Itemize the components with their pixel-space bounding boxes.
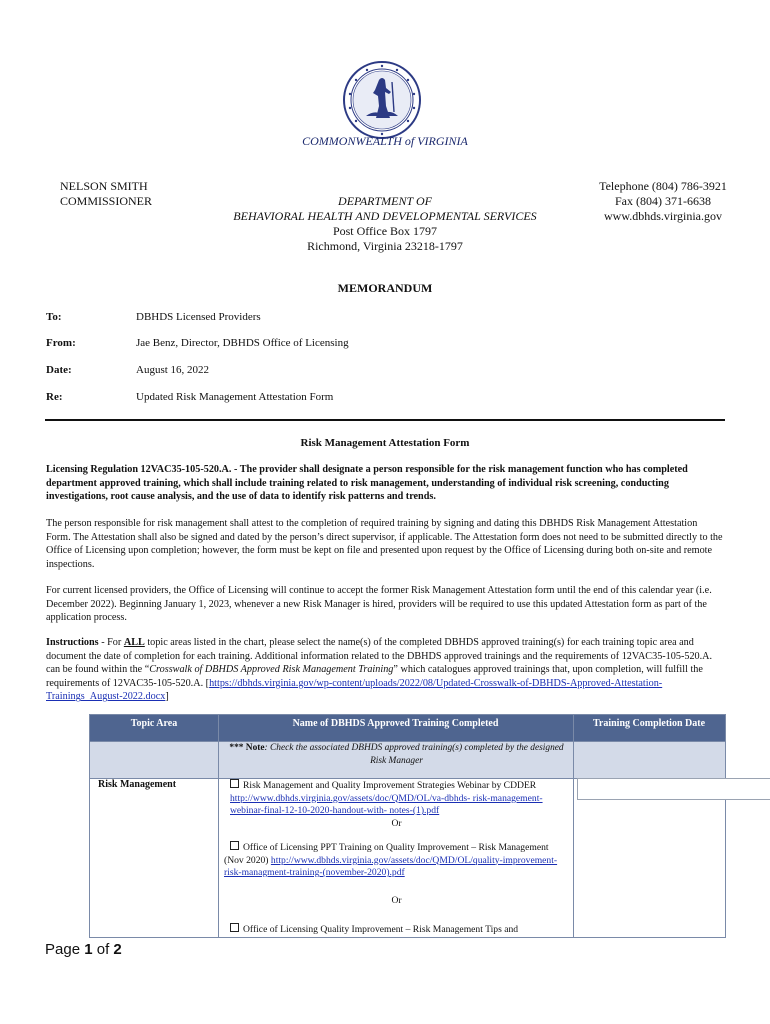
note-cell [224, 742, 569, 768]
option-2-text: Office of Licensing PPT Training on Quality Improvement – Risk Management (Nov 2020) [224, 842, 549, 866]
memo-to-label: To: [46, 311, 62, 323]
option-1-link[interactable]: http://www.dbhds.virginia.gov/assets/doc/QMD/OL/va-dbhds- risk-management-webinar-final-12-10-2020-handout-with- notes-(1).pdf [230, 792, 543, 816]
department-line-2: BEHAVIORAL HEALTH AND DEVELOPMENTAL SERVICES [233, 209, 537, 223]
virginia-seal-icon [342, 60, 422, 140]
memo-re-value: Updated Risk Management Attestation Form [136, 391, 334, 403]
memo-re-label: Re: [46, 391, 63, 403]
completion-date-input[interactable] [577, 778, 770, 800]
of-word: of [96, 941, 110, 958]
checkbox-option-1[interactable] [230, 779, 239, 788]
or-separator-1: Or [391, 817, 402, 829]
header-training-name: Name of DBHDS Approved Training Completed [292, 718, 499, 729]
header-completion-date: Training Completion Date [592, 718, 706, 729]
page-current: 1 [84, 941, 93, 958]
topic-risk-management: Risk Management [98, 779, 177, 790]
department-line-1: DEPARTMENT OF [338, 194, 432, 208]
instructions-paragraph [46, 636, 724, 704]
fax: Fax (804) 371-6638 [615, 194, 711, 208]
column-divider-1 [218, 715, 219, 937]
regulation-paragraph: Licensing Regulation 12VAC35-105-520.A. - The provider shall designate a person responsible for the risk management function who has completed department approved training, which shall include training related to risk management, understanding of individual risk screening, conducting investigations, root cause analysis, and the use of data to identify risk patterns and trends. [46, 464, 688, 503]
instructions-all: ALL [123, 637, 145, 648]
memo-date-value: August 16, 2022 [136, 364, 210, 376]
training-option-2[interactable] [224, 841, 569, 880]
header-topic-area: Topic Area [130, 718, 178, 729]
instructions-label: Instructions [46, 637, 99, 648]
department-block [200, 194, 570, 254]
instructions-text-2: topic areas listed in the chart, please select the name(s) of the completed DBHDS approved training(s) for each training topic area and document the date of completion for each training. Additional information related to the DBHDS approved trainings and the requirements of 12VAC35-105-520.A. can be found within the “ [46, 637, 713, 676]
department-city: Richmond, Virginia 23218-1797 [307, 239, 463, 253]
instructions-text-4: ] [165, 691, 169, 703]
memo-to-value: DBHDS Licensed Providers [136, 311, 261, 323]
option-3-text: Office of Licensing Quality Improvement – Risk Management Tips and [243, 924, 519, 935]
divider-rule [45, 419, 725, 421]
checkbox-option-3[interactable] [230, 923, 239, 932]
commissioner-block [60, 179, 152, 209]
training-table [89, 714, 726, 938]
page-total: 2 [113, 941, 122, 958]
instructions-text-3: ” which catalogues approved trainings that, upon completion, will fulfill the requirements of 12VAC35-105-520.A. [ [46, 664, 703, 689]
commonwealth-title: COMMONWEALTH of VIRGINIA [302, 134, 468, 148]
commissioner-name: NELSON SMITH [60, 179, 148, 193]
crosswalk-link[interactable]: https://dbhds.virginia.gov/wp-content/uploads/2022/08/Updated-Crosswalk-of-DBHDS-Approved-Attestation-Trainings_August-2022.docx [46, 677, 663, 703]
memo-from-label: From: [46, 337, 76, 349]
note-text: : Check the associated DBHDS approved training(s) completed by the designed Risk Manager [264, 743, 564, 766]
website: www.dbhds.virginia.gov [604, 209, 722, 223]
telephone: Telephone (804) 786-3921 [599, 179, 727, 193]
form-title: Risk Management Attestation Form [300, 437, 470, 449]
table-note-row [90, 741, 725, 779]
memo-date-label: Date: [46, 364, 72, 376]
transition-paragraph: For current licensed providers, the Office of Licensing will continue to accept the former Risk Management Attestation form until the end of this calendar year (i.e. December 2022). Beginning January 1, 2023, whenever a new Risk Manager is hired, providers will be required to use this updated Attestation form as part of the application process. [46, 585, 712, 624]
page-number [45, 941, 122, 958]
department-po-box: Post Office Box 1797 [332, 224, 438, 238]
or-separator-2: Or [391, 895, 402, 906]
instructions-text-1: - For [98, 637, 124, 648]
training-option-3[interactable] [224, 923, 569, 937]
memo-title: MEMORANDUM [337, 281, 433, 295]
contact-block [598, 179, 728, 224]
commissioner-title: COMMISSIONER [60, 194, 153, 208]
responsibility-paragraph: The person responsible for risk management shall attest to the completion of required training by signing and dating this DBHDS Risk Management Attestation Form. The Attestation shall also be signed and dated by the person’s direct supervisor, if applicable. The Attestation form does not need to be submitted directly to the Office of Licensing upon completion; however, the form must be kept on file and presented upon request by the Office of Licensing during both on-site and remote inspections. [46, 518, 723, 570]
column-divider-2 [573, 715, 574, 937]
memo-from-value: Jae Benz, Director, DBHDS Office of Licensing [136, 337, 349, 349]
checkbox-option-2[interactable] [230, 841, 239, 850]
training-option-1[interactable] [224, 779, 569, 830]
option-2-link[interactable]: http://www.dbhds.virginia.gov/assets/doc/QMD/OL/quality-improvement-risk-managment-training-(november-2020).pdf [224, 854, 558, 878]
option-1-text: Risk Management and Quality Improvement Strategies Webinar by CDDER [243, 780, 537, 791]
table-header-row [90, 715, 725, 741]
crosswalk-title: Crosswalk of DBHDS Approved Risk Management Training [149, 664, 394, 676]
note-prefix: *** Note [229, 743, 265, 753]
page-word: Page [45, 941, 81, 958]
